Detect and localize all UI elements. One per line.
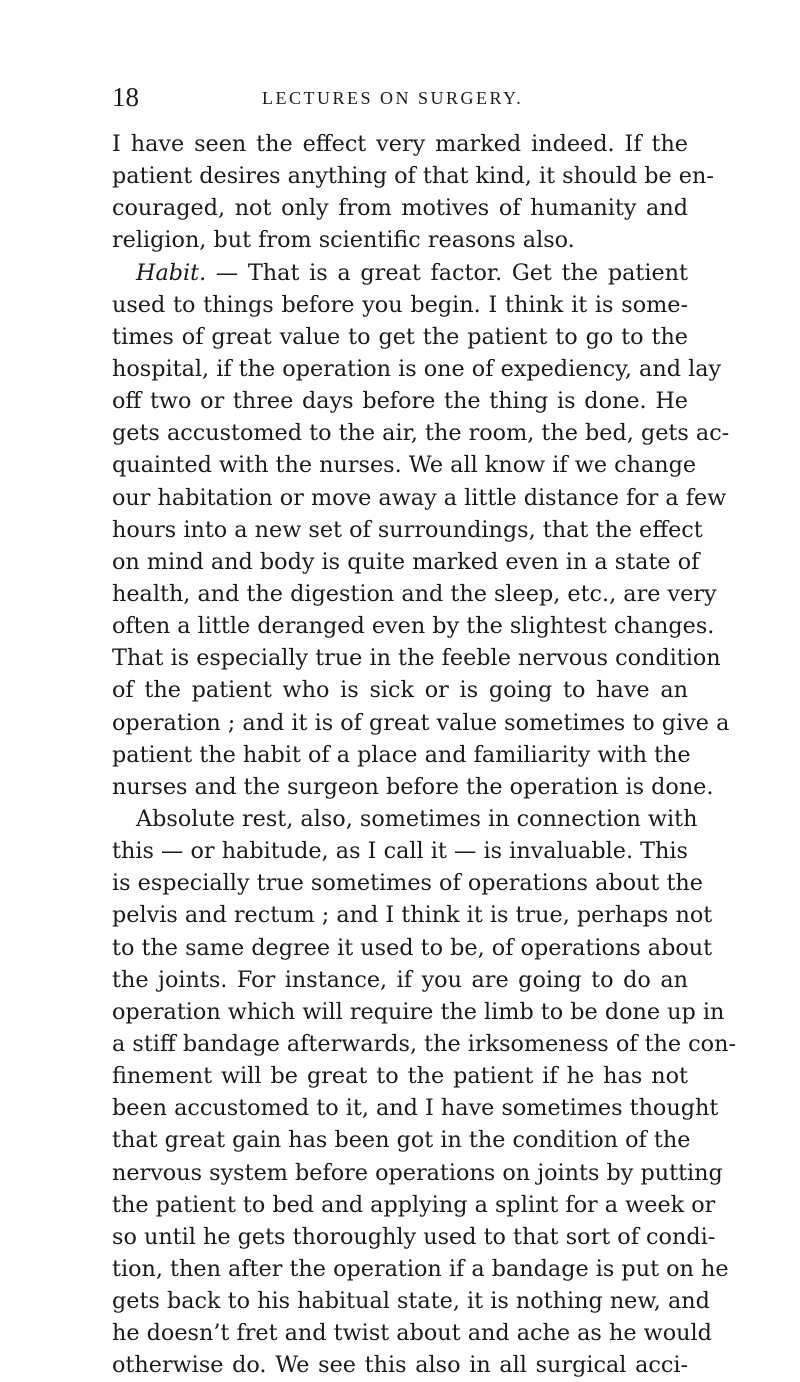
text-line: finement will be great to the patient if he has not bbox=[112, 1063, 688, 1090]
text-line: often a little deranged even by the slightest changes. bbox=[112, 613, 715, 640]
text-line: to the same degree it used to be, of operations about bbox=[112, 934, 713, 961]
text-line: is especially true sometimes of operations about the bbox=[112, 870, 703, 897]
text-line: otherwise do. We see this also in all surgical acci- bbox=[112, 1352, 688, 1379]
text-line: this — or habitude, as I call it — is invaluable. This bbox=[112, 838, 688, 865]
running-title: LECTURES ON SURGERY. bbox=[262, 88, 524, 108]
text-line: gets accustomed to the air, the room, the bed, gets ac- bbox=[112, 420, 730, 447]
text-line: patient the habit of a place and familiarity with the bbox=[112, 741, 691, 768]
text-line: hours into a new set of surroundings, that the effect bbox=[112, 516, 703, 543]
text-line: a stiff bandage afterwards, the irksomeness of the con- bbox=[112, 1030, 736, 1057]
text-line: I have seen the effect very marked indeed. If the bbox=[112, 131, 688, 157]
text-line: gets back to his habitual state, it is nothing new, and bbox=[112, 1288, 710, 1315]
text-line: Absolute rest, also, sometimes in connection with bbox=[136, 805, 698, 832]
text-line-habit-paragraph bbox=[112, 257, 688, 289]
text-line: operation which will require the limb to be done up in bbox=[112, 998, 725, 1025]
text-line: hospital, if the operation is one of expediency, and lay bbox=[112, 355, 722, 382]
text-line-rest: — That is a great factor. Get the patient bbox=[206, 259, 688, 286]
habit-heading: Habit. bbox=[136, 259, 207, 286]
text-line: used to things before you begin. I think it is some- bbox=[112, 291, 688, 318]
text-line: he doesn’t fret and twist about and ache as he would bbox=[112, 1320, 712, 1347]
text-line: the patient to bed and applying a splint for a week or bbox=[112, 1191, 716, 1218]
text-line: operation ; and it is of great value sometimes to give a bbox=[112, 709, 730, 736]
text-line: patient desires anything of that kind, it should be en- bbox=[112, 163, 714, 190]
text-line: the joints. For instance, if you are going to do an bbox=[112, 966, 688, 993]
text-line: so until he gets thoroughly used to that sort of condi- bbox=[112, 1223, 716, 1250]
body-text bbox=[112, 128, 736, 1381]
text-line: health, and the digestion and the sleep, etc., are very bbox=[112, 580, 717, 607]
text-line: off two or three days before the thing is done. He bbox=[112, 388, 688, 415]
text-line: on mind and body is quite marked even in a state of bbox=[112, 548, 700, 575]
text-line: nervous system before operations on joints by putting bbox=[112, 1159, 723, 1186]
page-number: 18 bbox=[112, 82, 139, 112]
text-line: couraged, not only from motives of humanity and bbox=[112, 195, 688, 222]
text-line: our habitation or move away a little distance for a few bbox=[112, 484, 727, 511]
text-line: nurses and the surgeon before the operation is done. bbox=[112, 773, 714, 800]
text-line: times of great value to get the patient to go to the bbox=[112, 323, 688, 350]
text-line: religion, but from scientific reasons also. bbox=[112, 227, 575, 254]
text-line: pelvis and rectum ; and I think it is true, perhaps not bbox=[112, 902, 713, 929]
running-head bbox=[112, 82, 682, 112]
text-line: of the patient who is sick or is going to have an bbox=[112, 677, 688, 704]
text-line: that great gain has been got in the condition of the bbox=[112, 1127, 691, 1154]
text-line: been accustomed to it, and I have sometimes thought bbox=[112, 1095, 719, 1122]
text-line: That is especially true in the feeble nervous condition bbox=[112, 645, 721, 672]
text-line: quainted with the nurses. We all know if we change bbox=[112, 452, 697, 479]
text-line: tion, then after the operation if a bandage is put on he bbox=[112, 1255, 729, 1282]
